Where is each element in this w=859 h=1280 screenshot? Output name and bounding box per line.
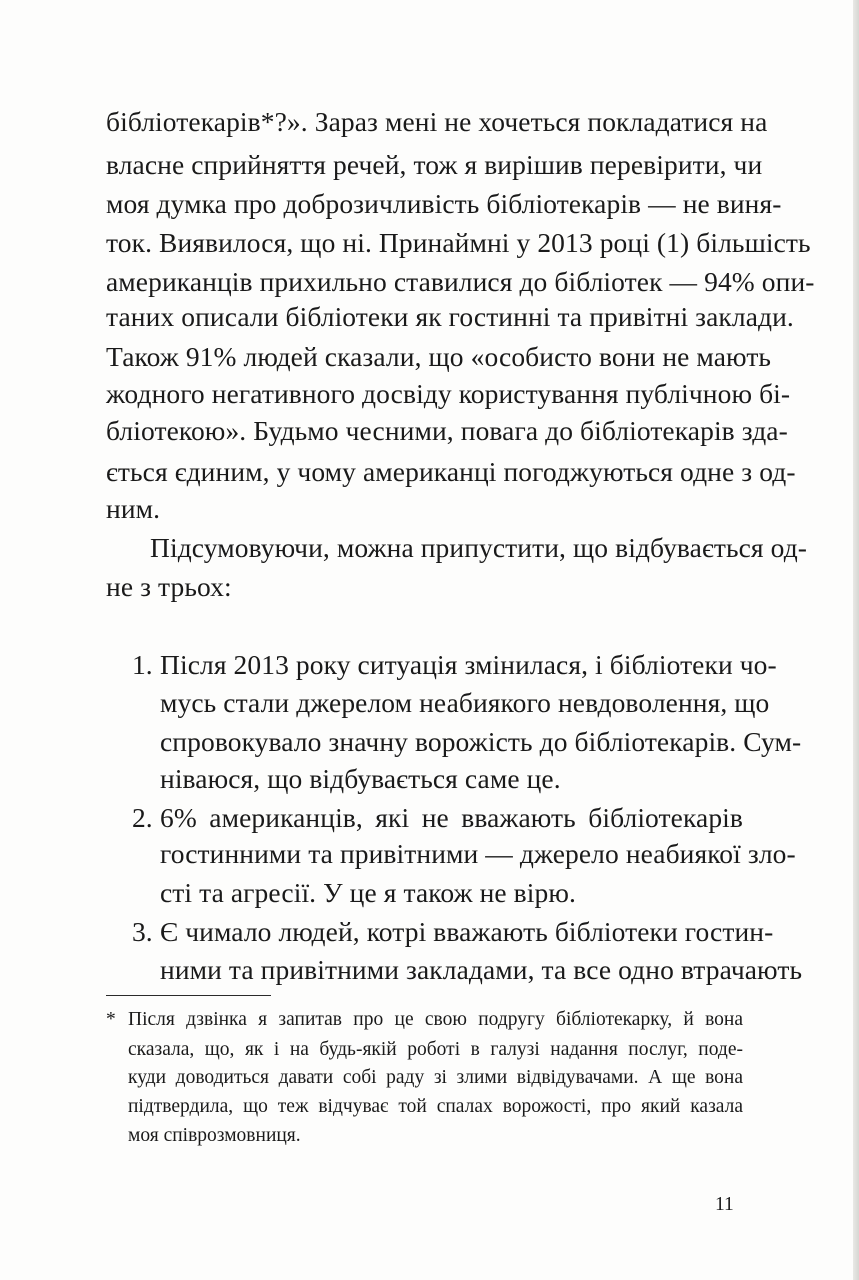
footnote-line: сказала, що, як і на будь-якій роботі в галузі надання послуг, поде- [128,1039,743,1060]
text-line: не з трьох: [106,571,232,602]
list-item-line: гостинними та привітними — джерело неабиякої зло- [160,838,796,869]
text-line: Підсумовуючи, можна припустити, що відбувається од- [150,532,808,563]
footnote-line: Після дзвінка я запитав про це свою подругу бібліотекарку, й вона [128,1009,743,1030]
text-line: ним. [106,493,161,524]
list-number: 3. [132,916,153,947]
text-line: власне сприйняття речей, тож я вирішив перевірити, чи [106,149,763,180]
list-item-line: сті та агресії. У це я також не вірю. [160,877,576,908]
page-number: 11 [715,1194,734,1215]
list-item-line: Після 2013 року ситуація змінилася, і бібліотеки чо- [160,649,777,680]
list-item-line: спровокувало значну ворожість до бібліотекарів. Сум- [160,726,802,757]
list-item-line: мусь стали джерелом неабиякого невдоволення, що [160,687,770,718]
text-line: американців прихильно ставилися до бібліотек — 94% опи- [106,266,815,297]
footnote-line: моя співрозмовниця. [128,1125,301,1146]
footnote-line: підтвердила, що теж відчуває той спалах ворожості, про який казала [128,1096,743,1117]
text-line: бібліотекарів*?». Зараз мені не хочеться покладатися на [106,106,768,137]
list-number: 2. [132,802,153,833]
text-line: бліотекою». Будьмо чесними, повага до бібліотекарів зда- [106,415,788,446]
footnote-divider [106,995,271,996]
text-line: ток. Виявилося, що ні. Принаймні у 2013 році (1) більшість [106,227,811,258]
text-line: моя думка про доброзичливість бібліотекарів — не виня- [106,188,782,219]
list-item-line: ніваюся, що відбувається саме це. [160,763,561,794]
list-number: 1. [132,649,153,680]
footnote-line: куди доводиться давати собі раду зі злими відвідувачами. А ще вона [128,1067,743,1088]
footnote-marker: * [106,1009,116,1030]
text-line: ється єдиним, у чому американці погоджуються одне з од- [106,456,796,487]
page-edge [853,0,859,1280]
list-item-line: Є чимало людей, котрі вважають бібліотеки гостин- [160,916,774,947]
text-line: жодного негативного досвіду користування публічною бі- [106,378,791,409]
text-line: Також 91% людей сказали, що «особисто вони не мають [106,341,772,372]
list-item-line: 6% американців, які не вважають бібліотекарів [160,802,743,833]
list-item-line: ними та привітними закладами, та все одно втрачають [160,954,803,985]
text-line: таних описали бібліотеки як гостинні та привітні заклади. [106,301,794,332]
